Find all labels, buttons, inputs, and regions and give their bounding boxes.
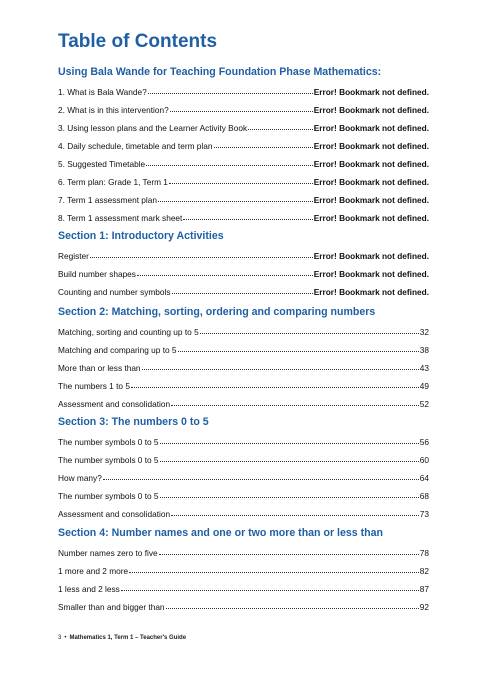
- dot-leader: [146, 165, 313, 166]
- toc-entry-label: 6. Term plan: Grade 1, Term 1: [58, 177, 168, 187]
- footer-separator: •: [64, 635, 67, 641]
- section-heading: Section 4: Number names and one or two more than or less than: [58, 527, 383, 539]
- dot-leader: [158, 201, 313, 202]
- dot-leader: [170, 111, 313, 112]
- toc-entry[interactable]: [58, 564, 429, 576]
- toc-entry[interactable]: [58, 175, 429, 187]
- toc-entry[interactable]: [58, 193, 429, 205]
- toc-entry-page: 38: [419, 345, 429, 355]
- toc-entry-label: Assessment and consolidation: [58, 509, 171, 519]
- toc-entry-label: More than or less than: [58, 363, 141, 373]
- toc-entry-label: The number symbols 0 to 5: [58, 455, 159, 465]
- toc-entry[interactable]: [58, 361, 429, 373]
- toc-entry-page: 52: [419, 399, 429, 409]
- toc-entry-page: 92: [419, 602, 429, 612]
- toc-entry-label: Matching, sorting and counting up to 5: [58, 327, 199, 337]
- dot-leader: [183, 219, 312, 220]
- toc-entry-page: Error! Bookmark not defined.: [313, 177, 429, 187]
- toc-entry-page: Error! Bookmark not defined.: [313, 195, 429, 205]
- toc-entry[interactable]: [58, 397, 429, 409]
- dot-leader: [160, 443, 419, 444]
- dot-leader: [169, 183, 313, 184]
- toc-entry-label: Matching and comparing up to 5: [58, 345, 177, 355]
- toc-entry-page: Error! Bookmark not defined.: [313, 287, 429, 297]
- footer-page-number: 3: [58, 635, 62, 641]
- toc-entry-page: 32: [419, 327, 429, 337]
- toc-entry-page: Error! Bookmark not defined.: [313, 141, 429, 151]
- dot-leader: [142, 369, 419, 370]
- toc-entry-page: 43: [419, 363, 429, 373]
- toc-entry[interactable]: [58, 343, 429, 355]
- dot-leader: [131, 387, 419, 388]
- dot-leader: [129, 572, 419, 573]
- dot-leader: [90, 257, 313, 258]
- dot-leader: [103, 479, 419, 480]
- toc-entry-label: Register: [58, 251, 89, 261]
- toc-entry-label: Number names zero to five: [58, 548, 158, 558]
- toc-entry-label: Assessment and consolidation: [58, 399, 171, 409]
- toc-entry-label: 8. Term 1 assessment mark sheet: [58, 213, 183, 223]
- toc-entry[interactable]: [58, 139, 429, 151]
- toc-entry-label: The number symbols 0 to 5: [58, 491, 159, 501]
- toc-entry[interactable]: [58, 121, 429, 133]
- toc-entry-label: Counting and number symbols: [58, 287, 171, 297]
- toc-entry[interactable]: [58, 507, 429, 519]
- toc-entry-page: 73: [419, 509, 429, 519]
- toc-entry[interactable]: [58, 379, 429, 391]
- toc-entry[interactable]: [58, 103, 429, 115]
- toc-entry-page: Error! Bookmark not defined.: [313, 251, 429, 261]
- toc-entry-page: 60: [419, 455, 429, 465]
- toc-entry[interactable]: [58, 435, 429, 447]
- section-heading: Section 2: Matching, sorting, ordering and comparing numbers: [58, 306, 376, 318]
- dot-leader: [214, 147, 313, 148]
- dot-leader: [200, 333, 419, 334]
- toc-entry-label: 5. Suggested Timetable: [58, 159, 146, 169]
- dot-leader: [248, 129, 313, 130]
- toc-entry-label: 1 less and 2 less: [58, 584, 120, 594]
- toc-entry-label: Build number shapes: [58, 269, 136, 279]
- section-heading: Using Bala Wande for Teaching Foundation Phase Mathematics:: [58, 66, 382, 78]
- toc-entry[interactable]: [58, 600, 429, 612]
- toc-entry[interactable]: [58, 211, 429, 223]
- dot-leader: [160, 461, 419, 462]
- toc-entry[interactable]: [58, 546, 429, 558]
- footer-guide-title: Mathematics 1, Term 1 – Teacher's Guide: [69, 635, 187, 641]
- toc-entry-label: 3. Using lesson plans and the Learner Activity Book: [58, 123, 248, 133]
- dot-leader: [171, 405, 419, 406]
- toc-entry-page: 82: [419, 566, 429, 576]
- toc-entry-page: Error! Bookmark not defined.: [313, 159, 429, 169]
- toc-entry-label: 2. What is in this intervention?: [58, 105, 169, 115]
- toc-entry-page: Error! Bookmark not defined.: [313, 269, 429, 279]
- toc-entry-page: 64: [419, 473, 429, 483]
- toc-entry-label: 1. What is Bala Wande?: [58, 87, 147, 97]
- dot-leader: [137, 275, 313, 276]
- toc-entry[interactable]: [58, 85, 429, 97]
- dot-leader: [148, 93, 313, 94]
- toc-entry[interactable]: [58, 249, 429, 261]
- dot-leader: [172, 293, 313, 294]
- page-footer: [58, 635, 186, 641]
- toc-entry[interactable]: [58, 325, 429, 337]
- section-heading: Section 1: Introductory Activities: [58, 230, 224, 242]
- toc-entry[interactable]: [58, 157, 429, 169]
- toc-entry-label: 7. Term 1 assessment plan: [58, 195, 157, 205]
- toc-entry-label: Smaller than and bigger than: [58, 602, 165, 612]
- toc-entry-page: Error! Bookmark not defined.: [313, 87, 429, 97]
- toc-entry-label: The numbers 1 to 5: [58, 381, 130, 391]
- toc-entry[interactable]: [58, 453, 429, 465]
- page-title: Table of Contents: [58, 31, 218, 52]
- toc-entry-page: Error! Bookmark not defined.: [313, 213, 429, 223]
- toc-entry-page: Error! Bookmark not defined.: [313, 123, 429, 133]
- dot-leader: [159, 554, 419, 555]
- toc-entry[interactable]: [58, 489, 429, 501]
- toc-entry-label: The number symbols 0 to 5: [58, 437, 159, 447]
- toc-entry-page: 49: [419, 381, 429, 391]
- toc-entry[interactable]: [58, 285, 429, 297]
- toc-entry[interactable]: [58, 582, 429, 594]
- dot-leader: [171, 515, 419, 516]
- section-heading: Section 3: The numbers 0 to 5: [58, 416, 209, 428]
- toc-entry-label: 4. Daily schedule, timetable and term plan: [58, 141, 213, 151]
- toc-entry[interactable]: [58, 471, 429, 483]
- toc-entry-page: Error! Bookmark not defined.: [313, 105, 429, 115]
- dot-leader: [160, 497, 419, 498]
- dot-leader: [166, 608, 419, 609]
- toc-entry-label: 1 more and 2 more: [58, 566, 129, 576]
- toc-entry-page: 68: [419, 491, 429, 501]
- dot-leader: [178, 351, 419, 352]
- toc-entry-page: 78: [419, 548, 429, 558]
- dot-leader: [121, 590, 419, 591]
- toc-entry-label: How many?: [58, 473, 102, 483]
- toc-entry[interactable]: [58, 267, 429, 279]
- toc-entry-page: 56: [419, 437, 429, 447]
- toc-entry-page: 87: [419, 584, 429, 594]
